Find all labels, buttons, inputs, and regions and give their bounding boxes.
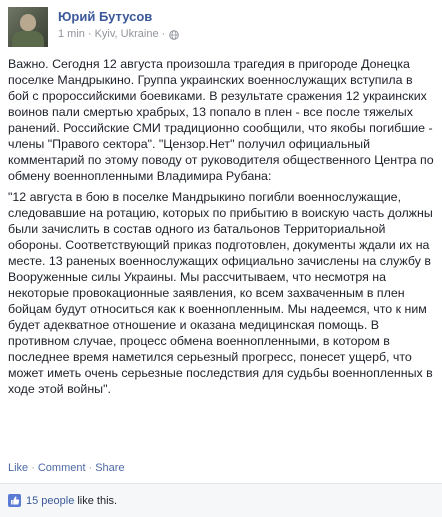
post-paragraph: Важно. Сегодня 12 августа произошла трагедия в пригороде Донецка поселке Мандрыкино. Группа украинских военнослужащих вступила в бой с пророссийскими боевиками. В результате сражения 12 украинских воинов пали смертью храбрых, 13 попало в плен - все после тяжелых ранений. Российские СМИ традиционно сообщили, что якобы погибшие - члены "Правого сектора". "Цензор.Нет" получил официальный комментарий по этому поводу от руководителя общественного Центра по обмену военнопленными Владимира Рубана: (8, 57, 434, 183)
action-separator: · (88, 462, 93, 474)
post-paragraph: "12 августа в бою в поселке Мандрыкино погибли военнослужащие, следовавшие на ротацию, которых по прибытию в воискую часть должны были зачислить в состав одного из батальонов Территориальной обороны. Соответствующий приказ подготовлен, документы ждали их на месте. 13 раненых военнослужащих официально зачислены на службу в Вооруженные силы Украины. Мы рассчитываем, что несмотря на некоторые провокационные заявления, ко всем захваченным в плен бойцам будут относиться как к военнопленным. Мы надеемся, что к ним будет адекватное отношение и оказана медицинская помощь. В противном случае, процесс обмена военнопленными, в котором в последнее время наметился серьезный прогресс, понесет ущерб, что может иметь очень серьезные последствия для судьбы военнопленных в ходе этой войны". (8, 190, 433, 396)
likes-text: like this. (77, 494, 118, 507)
action-separator: · (31, 462, 35, 474)
thumbs-up-icon (8, 494, 21, 507)
post-content (8, 56, 436, 402)
avatar-head (20, 14, 36, 31)
post-actions (8, 461, 125, 475)
avatar-body (12, 31, 44, 47)
share-link[interactable]: Share (95, 462, 125, 474)
time-separator: · (87, 28, 92, 40)
post-time[interactable]: 1 min (58, 28, 85, 40)
likes-count-link[interactable]: 15 people (26, 494, 75, 507)
post-subline (58, 27, 179, 42)
post-header (8, 7, 179, 47)
likes-summary (0, 483, 442, 517)
post-meta (58, 7, 179, 42)
location-separator: · (161, 28, 166, 40)
avatar[interactable] (8, 7, 48, 47)
post-location[interactable]: Kyiv, Ukraine (94, 28, 159, 40)
author-name[interactable]: Юрий Бутусов (58, 9, 153, 24)
globe-icon[interactable] (169, 30, 179, 40)
comment-link[interactable]: Comment (37, 462, 86, 474)
like-link[interactable]: Like (8, 462, 29, 474)
